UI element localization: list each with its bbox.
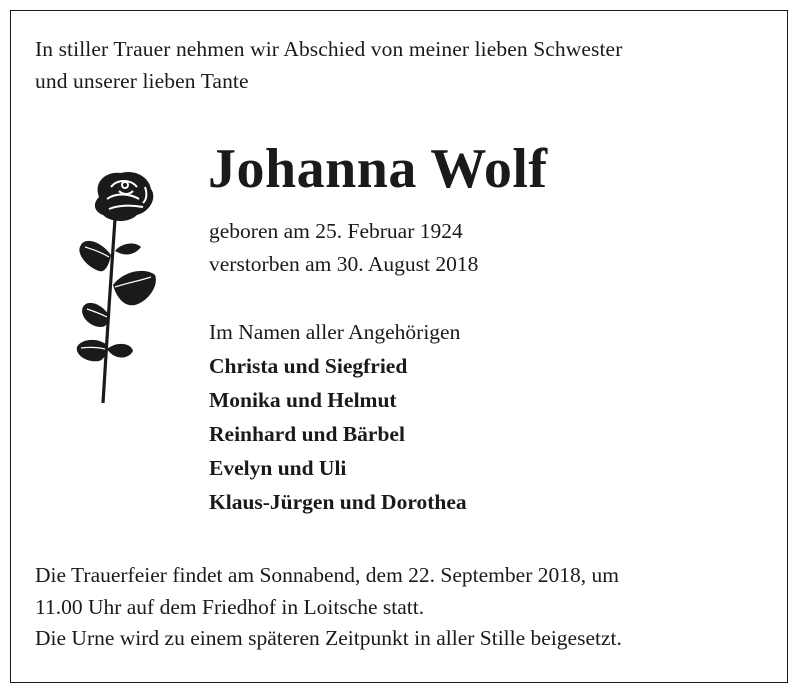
intro-line: In stiller Trauer nehmen wir Abschied von meiner lieben Schwester	[35, 37, 623, 61]
life-dates	[209, 215, 478, 281]
rose-icon	[63, 167, 163, 407]
birth-date: geboren am 25. Februar 1924	[209, 219, 463, 243]
family-member: Klaus-Jürgen und Dorothea	[209, 490, 467, 514]
family-member: Evelyn und Uli	[209, 456, 347, 480]
funeral-line: Die Trauerfeier findet am Sonnabend, dem 22. September 2018, um	[35, 563, 619, 587]
death-date: verstorben am 30. August 2018	[209, 252, 479, 276]
deceased-name: Johanna Wolf	[208, 138, 548, 200]
family-member: Reinhard und Bärbel	[209, 422, 405, 446]
funeral-line: 11.00 Uhr auf dem Friedhof in Loitsche statt.	[35, 594, 425, 619]
family-list	[209, 315, 467, 519]
family-member: Christa und Siegfried	[209, 354, 408, 378]
funeral-details	[35, 560, 780, 655]
funeral-line: Die Urne wird zu einem späteren Zeitpunkt in aller Stille beigesetzt.	[35, 626, 622, 650]
intro-line: und unserer lieben Tante	[35, 69, 249, 93]
intro-text	[35, 33, 775, 97]
family-intro: Im Namen aller Angehörigen	[209, 320, 461, 344]
family-member: Monika und Helmut	[209, 388, 397, 412]
obituary-notice	[10, 10, 788, 683]
